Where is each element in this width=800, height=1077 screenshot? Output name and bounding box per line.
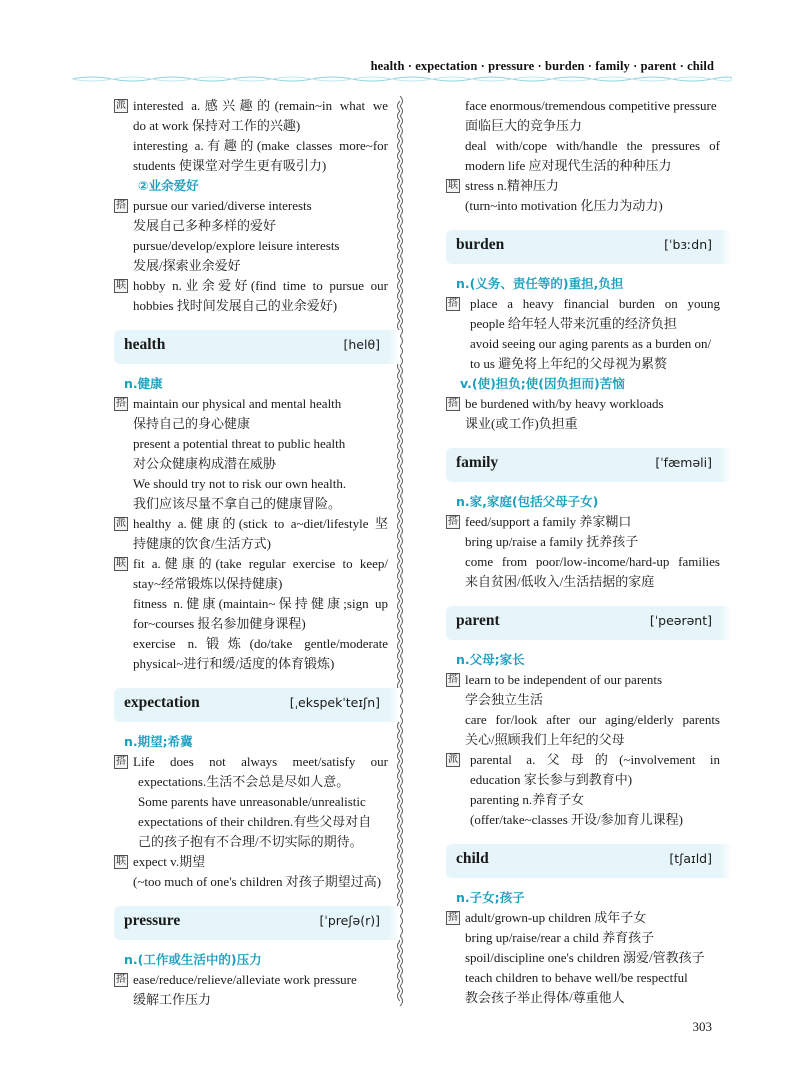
text-line: pursue/develop/explore leisure interests <box>133 238 340 253</box>
header-decorative-band <box>72 75 732 83</box>
text-line: Some parents have unreasonable/unrealistic <box>138 794 366 809</box>
text-line: (turn~into motivation 化压力为动力) <box>465 198 663 213</box>
text-line: people 给年轻人带来沉重的经济负担 <box>470 316 677 331</box>
text-line: expectations.生活不会总是尽如人意。 <box>138 774 350 789</box>
health-derivatives <box>114 514 388 554</box>
text-line: 关心/照顾我们上年纪的父母 <box>465 732 625 747</box>
headword-parent <box>446 606 720 640</box>
headword: parent <box>456 612 500 629</box>
tag-derive: 派 <box>116 100 126 111</box>
parent-derivatives <box>446 750 720 830</box>
headword-family <box>446 448 720 482</box>
text-line: 学会独立生活 <box>465 692 544 707</box>
text-line: come from poor/low-income/hard-up families <box>465 554 720 569</box>
sense-label: n.父母;家长 <box>456 652 525 667</box>
text-line: bring up/raise a family 抚养孩子 <box>465 534 639 549</box>
phonetic: [ˈpreʃə(r)] <box>319 913 380 928</box>
sense-label: ②业余爱好 <box>138 178 199 193</box>
sense-label: n.子女;孩子 <box>456 890 525 905</box>
text-line: hobbies 找时间发展自己的业余爱好) <box>133 298 338 313</box>
tag-collocate: 搭 <box>116 756 126 767</box>
text-line: stress n.精神压力 <box>465 178 559 193</box>
text-line: ease/reduce/relieve/alleviate work pressure <box>133 972 357 987</box>
text-line: face enormous/tremendous competitive pressure <box>465 98 717 113</box>
text-line: pursue our varied/diverse interests <box>133 198 312 213</box>
text-line: bring up/raise/rear a child 养育孩子 <box>465 930 655 945</box>
sense-label: n.(工作或生活中的)压力 <box>124 952 262 967</box>
headword: health <box>124 336 166 353</box>
headword: child <box>456 850 489 867</box>
tag-collocate: 搭 <box>448 398 458 409</box>
text-line: for~courses 报名参加健身课程) <box>133 616 306 631</box>
text-line: 对公众健康构成潜在威胁 <box>133 456 277 471</box>
phonetic: [ˌekspekˈteɪʃn] <box>289 695 380 710</box>
parent-collocations <box>446 670 720 750</box>
family-collocations <box>446 512 720 592</box>
tag-collocate: 搭 <box>448 298 458 309</box>
sense-label: v.(使)担负;使(因负担而)苦恼 <box>460 376 625 391</box>
text-line: 己的孩子抱有不合理/不切实际的期待。 <box>138 834 363 849</box>
text-line: interested a.感兴趣的(remain~in what we <box>133 98 388 113</box>
text-line: 缓解工作压力 <box>133 992 212 1007</box>
text-line: present a potential threat to public health <box>133 436 346 451</box>
text-line: care for/look after our aging/elderly parents <box>465 712 720 727</box>
headword-burden <box>446 230 720 264</box>
headword: burden <box>456 236 505 253</box>
expectation-links <box>114 852 388 892</box>
pressure-collocations-cont <box>446 96 720 176</box>
text-line: to us 避免将上年纪的父母视为累赘 <box>470 356 668 371</box>
text-line: (offer/take~classes 开设/参加育儿课程) <box>470 812 683 827</box>
tag-collocate: 搭 <box>116 200 126 211</box>
header-title: health · expectation · pressure · burden · family · parent · child <box>370 59 714 73</box>
text-line: students 使课堂对学生更有吸引力) <box>133 158 327 173</box>
text-line: parental a.父母的(~involvement in <box>470 752 720 767</box>
text-line: spoil/discipline one's children 溺爱/管教孩子 <box>465 950 705 965</box>
text-line: hobby n.业余爱好(find time to pursue our <box>133 278 388 293</box>
phonetic: [ˈpeərənt] <box>649 613 712 628</box>
text-line: learn to be independent of our parents <box>465 672 663 687</box>
phonetic: [tʃaɪld] <box>669 851 712 866</box>
headword-health <box>114 330 388 364</box>
text-line: avoid seeing our aging parents as a burden on/ <box>470 336 712 351</box>
text-line: fitness n.健康(maintain~保持健康;sign up <box>133 596 388 611</box>
right-column <box>446 96 720 1008</box>
headword: pressure <box>124 912 181 929</box>
burden-collocations-2 <box>446 394 720 434</box>
text-line: be burdened with/by heavy workloads <box>465 396 664 411</box>
text-line: parenting n.养育子女 <box>470 792 585 807</box>
text-line: 课业(或工作)负担重 <box>465 416 578 431</box>
sense-label: n.健康 <box>124 376 163 391</box>
text-line: do at work 保持对工作的兴趣) <box>133 118 301 133</box>
tag-link: 联 <box>116 280 126 291</box>
phonetic: [helθ] <box>343 337 380 352</box>
headword-expectation <box>114 688 388 722</box>
text-line: 来自贫困/低收入/生活拮据的家庭 <box>465 574 655 589</box>
text-line: exercise n.锻炼(do/take gentle/moderate <box>133 636 388 651</box>
text-line: place a heavy financial burden on young <box>470 296 720 311</box>
text-line: education 家长参与到教育中) <box>470 772 633 787</box>
phonetic: [ˈbɜːdn] <box>664 237 712 252</box>
interest-collocations <box>114 196 388 276</box>
headword: family <box>456 454 499 471</box>
pressure-links <box>446 176 720 216</box>
running-header <box>0 56 800 86</box>
page-number: 303 <box>692 1019 712 1034</box>
column-divider <box>393 96 407 1006</box>
headword-child <box>446 844 720 878</box>
sense-label: n.期望;希冀 <box>124 734 193 749</box>
child-collocations <box>446 908 720 1008</box>
tag-link: 联 <box>116 558 126 569</box>
text-line: teach children to behave well/be respectful <box>465 970 688 985</box>
tag-collocate: 搭 <box>116 974 126 985</box>
left-column <box>114 96 388 1010</box>
text-line: physical~进行和缓/适度的体育锻炼) <box>133 656 335 671</box>
headword: expectation <box>124 694 200 711</box>
text-line: (~too much of one's children 对孩子期望过高) <box>133 874 382 889</box>
text-line: 我们应该尽量不拿自己的健康冒险。 <box>133 496 342 511</box>
text-line: 保持自己的身心健康 <box>133 416 251 431</box>
pressure-collocations <box>114 970 388 1010</box>
text-line: expect v.期望 <box>133 854 206 869</box>
sense-label: n.家,家庭(包括父母子女) <box>456 494 599 509</box>
text-line: interesting a.有趣的(make classes more~for <box>133 138 388 153</box>
health-links <box>114 554 388 674</box>
tag-link: 联 <box>116 856 126 867</box>
sense-label: n.(义务、责任等的)重担,负担 <box>456 276 624 291</box>
text-line: 面临巨大的竞争压力 <box>465 118 583 133</box>
text-line: 持健康的饮食/生活方式) <box>133 536 271 551</box>
tag-derive: 派 <box>116 518 126 529</box>
tag-collocate: 搭 <box>448 674 458 685</box>
tag-collocate: 搭 <box>448 912 458 923</box>
text-line: healthy a.健康的(stick to a~diet/lifestyle 坚 <box>133 516 388 531</box>
expectation-collocations <box>114 752 388 852</box>
tag-derive: 派 <box>448 754 458 765</box>
interest-links <box>114 276 388 316</box>
tag-link: 联 <box>448 180 458 191</box>
text-line: 教会孩子举止得体/尊重他人 <box>465 990 625 1005</box>
health-collocations <box>114 394 388 514</box>
text-line: feed/support a family 养家糊口 <box>465 514 632 529</box>
phonetic: [ˈfæməli] <box>655 455 712 470</box>
tag-collocate: 搭 <box>116 398 126 409</box>
text-line: fit a.健康的(take regular exercise to keep/ <box>133 556 388 571</box>
burden-collocations <box>446 294 720 374</box>
interest-derivatives <box>114 96 388 196</box>
text-line: stay~经常锻炼以保持健康) <box>133 576 283 591</box>
text-line: We should try not to risk our own health. <box>133 476 347 491</box>
text-line: 发展自己多种多样的爱好 <box>133 218 277 233</box>
text-line: deal with/cope with/handle the pressures of <box>465 138 720 153</box>
text-line: Life does not always meet/satisfy our <box>133 754 388 769</box>
headword-pressure <box>114 906 388 940</box>
tag-collocate: 搭 <box>448 516 458 527</box>
text-line: 发展/探索业余爱好 <box>133 258 241 273</box>
text-line: modern life 应对现代生活的种种压力 <box>465 158 672 173</box>
text-line: adult/grown-up children 成年子女 <box>465 910 647 925</box>
text-line: expectations of their children.有些父母对自 <box>138 814 372 829</box>
text-line: maintain our physical and mental health <box>133 396 342 411</box>
